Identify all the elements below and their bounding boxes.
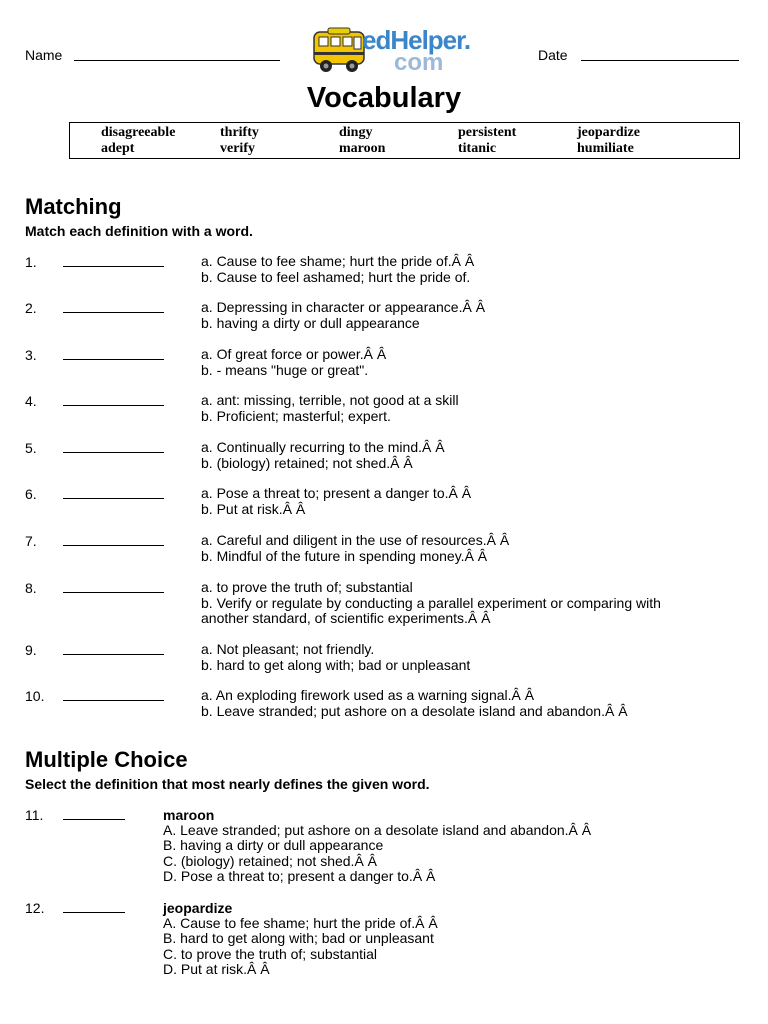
word-bank-item: jeopardize [577, 125, 640, 140]
mc-answer-blank[interactable] [63, 912, 125, 913]
mc-option-a: A. Leave stranded; put ashore on a desolate island and abandon.Â Â [163, 821, 592, 838]
matching-number: 6. [25, 486, 37, 502]
matching-definition-b: b. having a dirty or dull appearance [201, 314, 420, 331]
matching-definition-b: b. - means "huge or great". [201, 361, 369, 378]
word-bank [69, 122, 740, 159]
mc-option-c: C. (biology) retained; not shed.Â Â [163, 852, 378, 869]
matching-definition-a: a. Cause to fee shame; hurt the pride of.Â Â [201, 253, 475, 269]
matching-definition-b: b. Verify or regulate by conducting a parallel experiment or comparing with [201, 594, 661, 611]
mc-answer-blank[interactable] [63, 819, 125, 820]
mc-word: maroon [163, 807, 215, 823]
matching-definition-b-continued: another standard, of scientific experiments.Â Â [201, 610, 491, 626]
matching-definition-b: b. Proficient; masterful; expert. [201, 407, 391, 424]
matching-answer-blank[interactable] [63, 545, 164, 546]
word-bank-item: titanic [458, 141, 497, 156]
school-bus-icon [310, 22, 370, 78]
matching-definition-b: b. Leave stranded; put ashore on a desolate island and abandon.Â Â [201, 702, 628, 719]
matching-answer-blank[interactable] [63, 312, 164, 313]
matching-definition-a: a. An exploding firework used as a warning signal.Â Â [201, 687, 535, 703]
matching-answer-blank[interactable] [63, 452, 164, 453]
matching-definition-a: a. Depressing in character or appearance.Â Â [201, 299, 486, 315]
matching-answer-blank[interactable] [63, 266, 164, 267]
matching-answer-blank[interactable] [63, 405, 164, 406]
mc-word: jeopardize [163, 900, 233, 916]
mc-option-b: B. hard to get along with; bad or unpleasant [163, 930, 434, 946]
date-label: Date [538, 47, 568, 63]
word-bank-item: humiliate [577, 141, 634, 156]
matching-answer-blank[interactable] [63, 654, 164, 655]
mc-option-d: D. Put at risk.Â Â [163, 961, 270, 977]
page-title: Vocabulary [306, 82, 462, 114]
multiple-choice-instructions: Select the definition that most nearly defines the given word. [25, 776, 430, 792]
edhelper-logo [310, 22, 470, 78]
matching-definition-a: a. Continually recurring to the mind.Â Â [201, 439, 445, 455]
word-bank-item: persistent [458, 125, 517, 140]
word-bank-item: maroon [339, 141, 386, 156]
matching-answer-blank[interactable] [63, 700, 164, 701]
matching-number: 5. [25, 440, 37, 456]
mc-number: 12. [25, 900, 45, 916]
name-line[interactable] [74, 60, 280, 61]
matching-number: 2. [25, 300, 37, 316]
matching-instructions: Match each definition with a word. [25, 223, 253, 239]
word-bank-item: verify [220, 141, 255, 156]
matching-number: 4. [25, 393, 37, 409]
mc-option-b: B. having a dirty or dull appearance [163, 837, 384, 853]
mc-option-c: C. to prove the truth of; substantial [163, 945, 378, 962]
matching-definition-a: a. Not pleasant; not friendly. [201, 641, 375, 657]
matching-definition-a: a. Of great force or power.Â Â [201, 346, 387, 362]
logo-text-main: edHelper. [362, 25, 471, 55]
matching-definition-b: b. Put at risk.Â Â [201, 500, 306, 517]
mc-number: 11. [25, 807, 44, 823]
matching-number: 8. [25, 580, 37, 596]
matching-definition-a: a. Careful and diligent in the use of resources.Â Â [201, 532, 510, 548]
matching-answer-blank[interactable] [63, 359, 164, 360]
matching-number: 3. [25, 347, 37, 363]
matching-definition-a: a. to prove the truth of; substantial [201, 579, 413, 595]
date-line[interactable] [581, 60, 739, 61]
matching-definition-b: b. Cause to feel ashamed; hurt the pride of. [201, 268, 471, 285]
matching-number: 7. [25, 533, 37, 549]
matching-number: 1. [25, 254, 37, 270]
matching-definition-b: b. (biology) retained; not shed.Â Â [201, 454, 413, 471]
multiple-choice-title: Multiple Choice [25, 747, 188, 772]
word-bank-item: dingy [339, 125, 373, 140]
mc-option-d: D. Pose a threat to; present a danger to.Â Â [163, 868, 436, 884]
matching-number: 10. [25, 688, 45, 704]
matching-answer-blank[interactable] [63, 498, 164, 499]
word-bank-item: adept [101, 141, 135, 156]
logo-text-com: com [394, 49, 444, 76]
matching-definition-b: b. hard to get along with; bad or unpleasant [201, 656, 471, 673]
matching-definition-a: a. ant: missing, terrible, not good at a skill [201, 392, 459, 408]
word-bank-item: thrifty [220, 125, 259, 140]
matching-number: 9. [25, 642, 37, 658]
matching-answer-blank[interactable] [63, 592, 164, 593]
name-label: Name [25, 47, 63, 63]
matching-title: Matching [25, 194, 122, 219]
matching-definition-a: a. Pose a threat to; present a danger to.Â Â [201, 485, 472, 501]
matching-definition-b: b. Mindful of the future in spending money.Â Â [201, 547, 488, 564]
word-bank-item: disagreeable [101, 125, 176, 140]
mc-option-a: A. Cause to fee shame; hurt the pride of.Â Â [163, 914, 438, 931]
